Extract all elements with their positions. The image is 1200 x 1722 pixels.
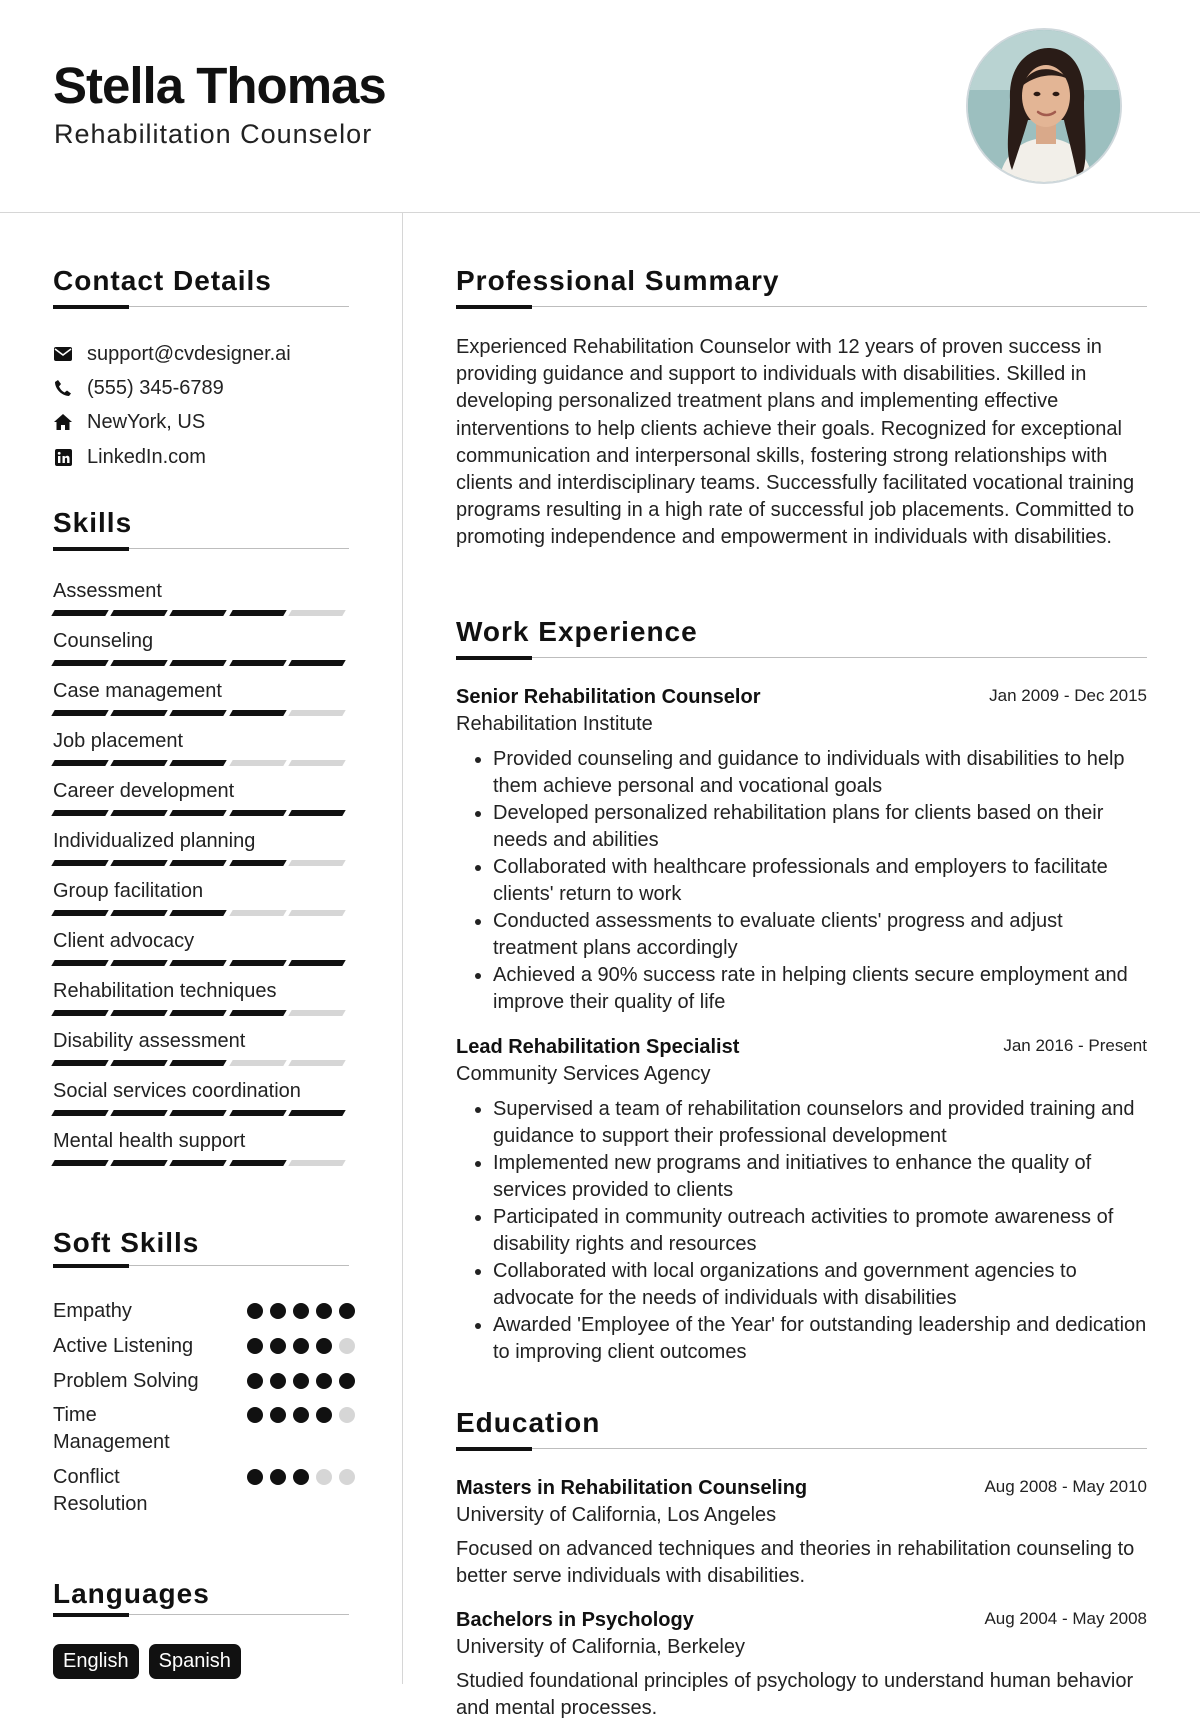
rating-dot-empty — [339, 1407, 355, 1423]
job-dates: Jan 2016 - Present — [1003, 1036, 1147, 1055]
skill-segment-filled — [170, 1060, 228, 1066]
summary-heading-rule — [456, 306, 1147, 307]
skill-segment-filled — [110, 1060, 168, 1066]
rating-dot-filled — [247, 1303, 263, 1319]
skill-segment-filled — [110, 910, 168, 916]
home-icon — [53, 412, 73, 432]
rating-dot-filled — [270, 1469, 286, 1485]
resume-header — [0, 0, 1200, 213]
job-bullet: • Supervised a team of rehabilitation counselors and provided training and guidance to support their professional development — [493, 1096, 1147, 1150]
skill-segment-empty — [288, 610, 346, 616]
email-icon — [53, 344, 73, 364]
skill-segment-filled — [51, 1110, 109, 1116]
skill-segment-empty — [288, 1010, 346, 1016]
rating-dot-filled — [293, 1303, 309, 1319]
skill-label: Career development — [53, 780, 235, 802]
skill-segment-empty — [229, 1060, 287, 1066]
skill-segment-filled — [229, 1160, 287, 1166]
skill-label: Job placement — [53, 730, 184, 752]
education-entry — [456, 1475, 1147, 1590]
contact-location — [53, 409, 205, 435]
skill-segment-filled — [110, 960, 168, 966]
skill-segment-filled — [229, 610, 287, 616]
skill-segment-filled — [51, 710, 109, 716]
skill-segment-filled — [110, 760, 168, 766]
job-bullet: • Participated in community outreach activities to promote awareness of disability rights and resources — [493, 1204, 1147, 1258]
job-bullet: • Conducted assessments to evaluate clients' progress and adjust treatment plans accordingly — [493, 908, 1147, 962]
skill-label: Assessment — [53, 580, 162, 602]
skill-segment-filled — [170, 1160, 228, 1166]
skill-segment-filled — [110, 610, 168, 616]
skill-segment-empty — [288, 1160, 346, 1166]
rating-dot-filled — [316, 1338, 332, 1354]
soft-skill-label: Empathy — [53, 1300, 132, 1322]
skill-label: Individualized planning — [53, 830, 256, 852]
rating-dot-filled — [339, 1303, 355, 1319]
rating-dot-empty — [316, 1469, 332, 1485]
soft-skills-heading-rule — [53, 1265, 349, 1266]
rating-dot-filled — [270, 1373, 286, 1389]
soft-skill-label: Problem Solving — [53, 1370, 199, 1392]
job-entry — [456, 684, 1147, 1016]
job-bullet: • Awarded 'Employee of the Year' for outstanding leadership and dedication to improving client outcomes — [493, 1312, 1147, 1366]
column-divider — [402, 213, 403, 1684]
candidate-title: Rehabilitation Counselor — [54, 119, 373, 149]
skill-level-bar — [53, 710, 349, 716]
rating-dot-filled — [293, 1469, 309, 1485]
summary-text: Experienced Rehabilitation Counselor with 12 years of proven success in providing guidance and support to individuals with disabilities. Skilled in developing personalized treatment plans and implementing effective interventions to help clients achieve their goals. Recognized for exceptional communication and interpersonal skills, fostering strong relationships with clients and interdisciplinary teams. Successfully facilitated vocational training programs resulting in a high rate of successful job placements. Committed to promoting independence and empowerment in individuals with disabilities. — [456, 336, 1135, 549]
skill-segment-empty — [229, 760, 287, 766]
language-pill: English — [53, 1644, 139, 1679]
skill-segment-filled — [170, 610, 228, 616]
skill-segment-filled — [51, 1010, 109, 1016]
skill-segment-filled — [51, 860, 109, 866]
skill-item — [53, 778, 349, 816]
skills-heading-rule — [53, 548, 349, 549]
skill-segment-filled — [229, 1010, 287, 1016]
skill-level-bar — [53, 1160, 349, 1166]
skill-label: Client advocacy — [53, 930, 195, 952]
rating-dot-filled — [270, 1407, 286, 1423]
languages-list — [53, 1644, 241, 1679]
skill-segment-filled — [288, 1110, 346, 1116]
skill-segment-filled — [51, 660, 109, 666]
rating-dot-filled — [270, 1338, 286, 1354]
summary-heading: Professional Summary — [456, 265, 780, 296]
soft-skill-rating — [247, 1303, 355, 1319]
skill-segment-filled — [229, 860, 287, 866]
contact-email-text: support@cvdesigner.ai — [87, 342, 291, 365]
job-title: Senior Rehabilitation Counselor — [456, 686, 761, 708]
skill-item — [53, 1028, 349, 1066]
rating-dot-filled — [293, 1407, 309, 1423]
skill-segment-filled — [229, 710, 287, 716]
experience-heading-rule — [456, 657, 1147, 658]
job-dates: Jan 2009 - Dec 2015 — [989, 686, 1147, 705]
skill-segment-filled — [51, 1160, 109, 1166]
skill-label: Social services coordination — [53, 1080, 301, 1102]
skill-segment-filled — [170, 760, 228, 766]
skill-segment-filled — [51, 910, 109, 916]
education-heading-rule — [456, 1448, 1147, 1449]
skill-level-bar — [53, 810, 349, 816]
skill-item — [53, 978, 349, 1016]
contact-heading-rule — [53, 306, 349, 307]
skill-level-bar — [53, 910, 349, 916]
job-bullet: • Developed personalized rehabilitation plans for clients based on their needs and abilities — [493, 800, 1147, 854]
skill-segment-filled — [51, 760, 109, 766]
rating-dot-filled — [247, 1373, 263, 1389]
skill-segment-empty — [288, 1060, 346, 1066]
contact-phone-text: (555) 345-6789 — [87, 376, 224, 399]
contact-linkedin[interactable] — [53, 444, 206, 470]
skill-segment-filled — [170, 910, 228, 916]
skill-segment-empty — [288, 860, 346, 866]
rating-dot-filled — [270, 1303, 286, 1319]
skill-item — [53, 928, 349, 966]
profile-photo — [966, 28, 1122, 184]
skill-segment-filled — [229, 1110, 287, 1116]
skill-segment-filled — [110, 710, 168, 716]
skill-segment-filled — [170, 810, 228, 816]
skill-segment-filled — [288, 810, 346, 816]
soft-skill-rating — [247, 1407, 355, 1423]
job-bullets — [456, 1096, 1147, 1366]
contact-linkedin-text: LinkedIn.com — [87, 445, 206, 468]
skill-segment-filled — [110, 1160, 168, 1166]
rating-dot-filled — [316, 1407, 332, 1423]
education-heading: Education — [456, 1407, 601, 1438]
skill-segment-filled — [229, 810, 287, 816]
job-bullet: • Implemented new programs and initiatives to enhance the quality of services provided to clients — [493, 1150, 1147, 1204]
skill-segment-filled — [110, 660, 168, 666]
languages-heading: Languages — [53, 1578, 210, 1609]
profile-photo-illustration — [968, 30, 1122, 184]
job-title: Lead Rehabilitation Specialist — [456, 1036, 740, 1058]
soft-skill-label: Active Listening — [53, 1335, 194, 1357]
job-organization: Rehabilitation Institute — [456, 713, 653, 735]
skill-segment-empty — [229, 910, 287, 916]
skill-level-bar — [53, 660, 349, 666]
skill-label: Mental health support — [53, 1130, 246, 1152]
skill-segment-filled — [110, 1110, 168, 1116]
skill-label: Counseling — [53, 630, 154, 652]
skill-item — [53, 878, 349, 916]
skill-segment-empty — [288, 910, 346, 916]
skill-item — [53, 628, 349, 666]
education-degree: Masters in Rehabilitation Counseling — [456, 1477, 808, 1499]
skill-segment-filled — [170, 860, 228, 866]
linkedin-icon — [53, 447, 73, 467]
rating-dot-filled — [247, 1407, 263, 1423]
contact-phone[interactable] — [53, 375, 224, 401]
skill-label: Case management — [53, 680, 222, 702]
education-degree: Bachelors in Psychology — [456, 1609, 694, 1631]
skill-level-bar — [53, 1060, 349, 1066]
rating-dot-filled — [316, 1303, 332, 1319]
skill-segment-filled — [51, 960, 109, 966]
skill-segment-filled — [51, 1060, 109, 1066]
candidate-name: Stella Thomas — [53, 57, 386, 114]
skill-label: Rehabilitation techniques — [53, 980, 277, 1002]
contact-email[interactable] — [53, 341, 291, 367]
skill-segment-filled — [170, 1010, 228, 1016]
skill-item — [53, 578, 349, 616]
job-bullet: • Achieved a 90% success rate in helping clients secure employment and improve their quality of life — [493, 962, 1147, 1016]
languages-heading-rule — [53, 1614, 349, 1615]
skill-level-bar — [53, 860, 349, 866]
skill-label: Group facilitation — [53, 880, 204, 902]
education-dates: Aug 2008 - May 2010 — [984, 1477, 1147, 1496]
skill-segment-filled — [288, 960, 346, 966]
skill-item — [53, 828, 349, 866]
skills-heading: Skills — [53, 507, 133, 538]
rating-dot-filled — [293, 1338, 309, 1354]
skill-level-bar — [53, 610, 349, 616]
rating-dot-filled — [247, 1469, 263, 1485]
rating-dot-empty — [339, 1469, 355, 1485]
skill-level-bar — [53, 960, 349, 966]
rating-dot-filled — [293, 1373, 309, 1389]
skill-item — [53, 728, 349, 766]
skill-level-bar — [53, 760, 349, 766]
rating-dot-filled — [247, 1338, 263, 1354]
rating-dot-empty — [339, 1338, 355, 1354]
education-school: University of California, Los Angeles — [456, 1504, 777, 1526]
soft-skill-label: Conflict Resolution — [53, 1466, 148, 1515]
soft-skill-label: Time Management — [53, 1404, 170, 1453]
contact-location-text: NewYork, US — [87, 410, 206, 433]
job-bullet: • Collaborated with local organizations and government agencies to advocate for the needs of individuals with disabilities — [493, 1258, 1147, 1312]
rating-dot-filled — [339, 1373, 355, 1389]
skill-segment-empty — [288, 710, 346, 716]
skill-segment-filled — [170, 660, 228, 666]
soft-skill-rating — [247, 1373, 355, 1389]
education-school: University of California, Berkeley — [456, 1636, 745, 1658]
phone-icon — [53, 378, 73, 398]
skill-segment-filled — [170, 960, 228, 966]
skill-segment-filled — [170, 1110, 228, 1116]
skill-segment-filled — [51, 810, 109, 816]
job-bullets — [456, 746, 1147, 1016]
job-bullet: • Collaborated with healthcare professionals and employers to facilitate clients' return to work — [493, 854, 1147, 908]
skill-item — [53, 678, 349, 716]
skill-level-bar — [53, 1110, 349, 1116]
soft-skill-rating — [247, 1338, 355, 1354]
education-dates: Aug 2004 - May 2008 — [984, 1609, 1147, 1628]
education-description: Studied foundational principles of psychology to understand human behavior and mental processes. — [456, 1670, 1134, 1719]
skill-segment-empty — [288, 760, 346, 766]
education-description: Focused on advanced techniques and theories in rehabilitation counseling to better serve individuals with disabilities. — [456, 1538, 1135, 1587]
job-bullet: • Provided counseling and guidance to individuals with disabilities to help them achieve personal and vocational goals — [493, 746, 1147, 800]
skill-segment-filled — [288, 660, 346, 666]
skill-item — [53, 1128, 349, 1166]
skill-segment-filled — [110, 1010, 168, 1016]
soft-skills-heading: Soft Skills — [53, 1227, 200, 1258]
soft-skill-rating — [247, 1469, 355, 1485]
language-pill: Spanish — [149, 1644, 241, 1679]
skill-segment-filled — [110, 860, 168, 866]
skill-segment-filled — [110, 810, 168, 816]
job-organization: Community Services Agency — [456, 1063, 711, 1085]
rating-dot-filled — [316, 1373, 332, 1389]
education-entry — [456, 1607, 1147, 1722]
skill-segment-filled — [229, 660, 287, 666]
skill-item — [53, 1078, 349, 1116]
skill-level-bar — [53, 1010, 349, 1016]
job-entry — [456, 1034, 1147, 1366]
experience-heading: Work Experience — [456, 616, 698, 647]
skill-segment-filled — [170, 710, 228, 716]
skill-label: Disability assessment — [53, 1030, 246, 1052]
contact-heading: Contact Details — [53, 265, 272, 296]
skill-segment-filled — [51, 610, 109, 616]
skill-segment-filled — [229, 960, 287, 966]
